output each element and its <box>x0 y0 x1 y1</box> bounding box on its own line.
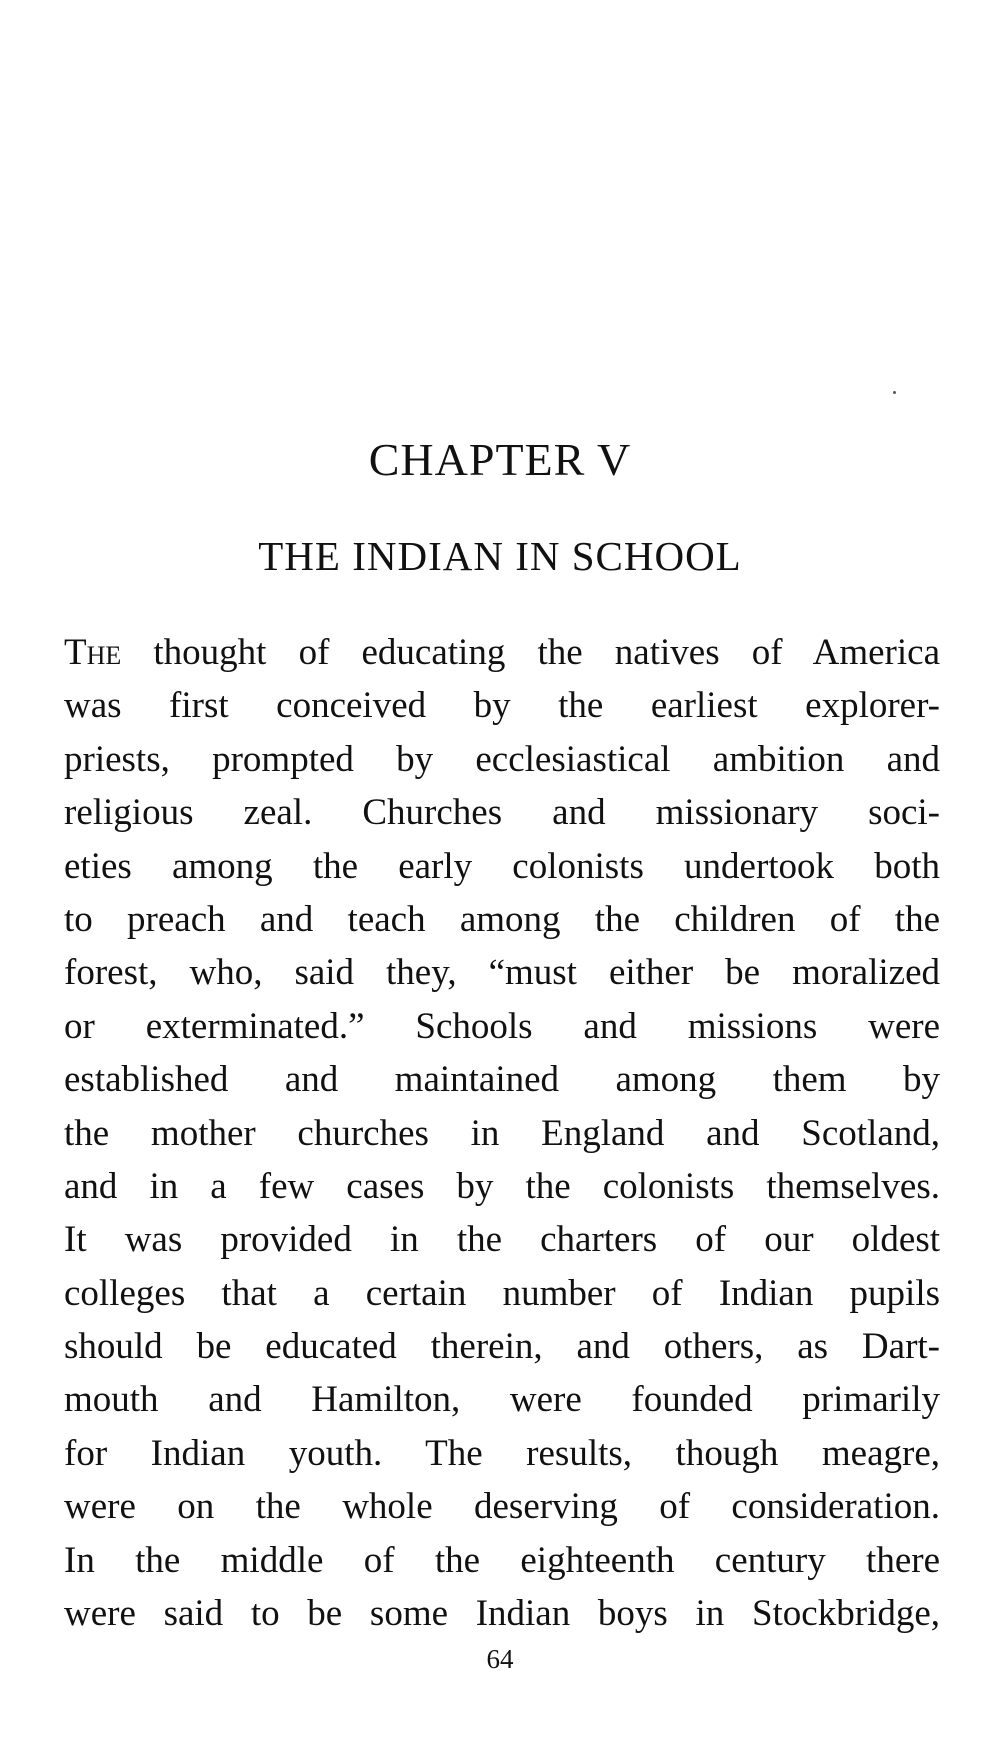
text-line: eties among the early colonists undertook both <box>64 845 940 887</box>
text-line: were said to be some Indian boys in Stockbridge, <box>64 1593 940 1635</box>
text-line: were on the whole deserving of consideration. <box>64 1486 940 1528</box>
text-line: or exterminated.” Schools and missions were <box>64 1005 940 1047</box>
text-line: mouth and Hamilton, were founded primarily <box>64 1379 940 1421</box>
text-line: was first conceived by the earliest explorer- <box>64 685 940 727</box>
text-line: forest, who, said they, “must either be moralized <box>64 952 940 994</box>
body-text <box>64 626 940 1640</box>
text-line: priests, prompted by ecclesiastical ambition and <box>64 738 940 780</box>
text-line: for Indian youth. The results, though meagre, <box>64 1432 940 1474</box>
chapter-number: CHAPTER V <box>368 434 632 485</box>
text-line: religious zeal. Churches and missionary soci- <box>64 792 940 834</box>
text-line: should be educated therein, and others, as Dart- <box>64 1326 940 1368</box>
text-line: It was provided in the charters of our oldest <box>64 1219 940 1261</box>
chapter-title: THE INDIAN IN SCHOOL <box>258 533 742 579</box>
text-line: to preach and teach among the children of the <box>64 898 940 940</box>
text-line: established and maintained among them by <box>64 1059 940 1101</box>
print-speck <box>893 391 896 394</box>
text-line: The thought of educating the natives of America <box>64 632 940 673</box>
text-line: In the middle of the eighteenth century there <box>64 1539 940 1581</box>
page-number: 64 <box>486 1644 514 1674</box>
text-line: and in a few cases by the colonists themselves. <box>64 1165 940 1207</box>
opening-word: The <box>64 632 122 673</box>
text-line: colleges that a certain number of Indian pupils <box>64 1272 940 1314</box>
text-line: the mother churches in England and Scotland, <box>64 1112 940 1154</box>
